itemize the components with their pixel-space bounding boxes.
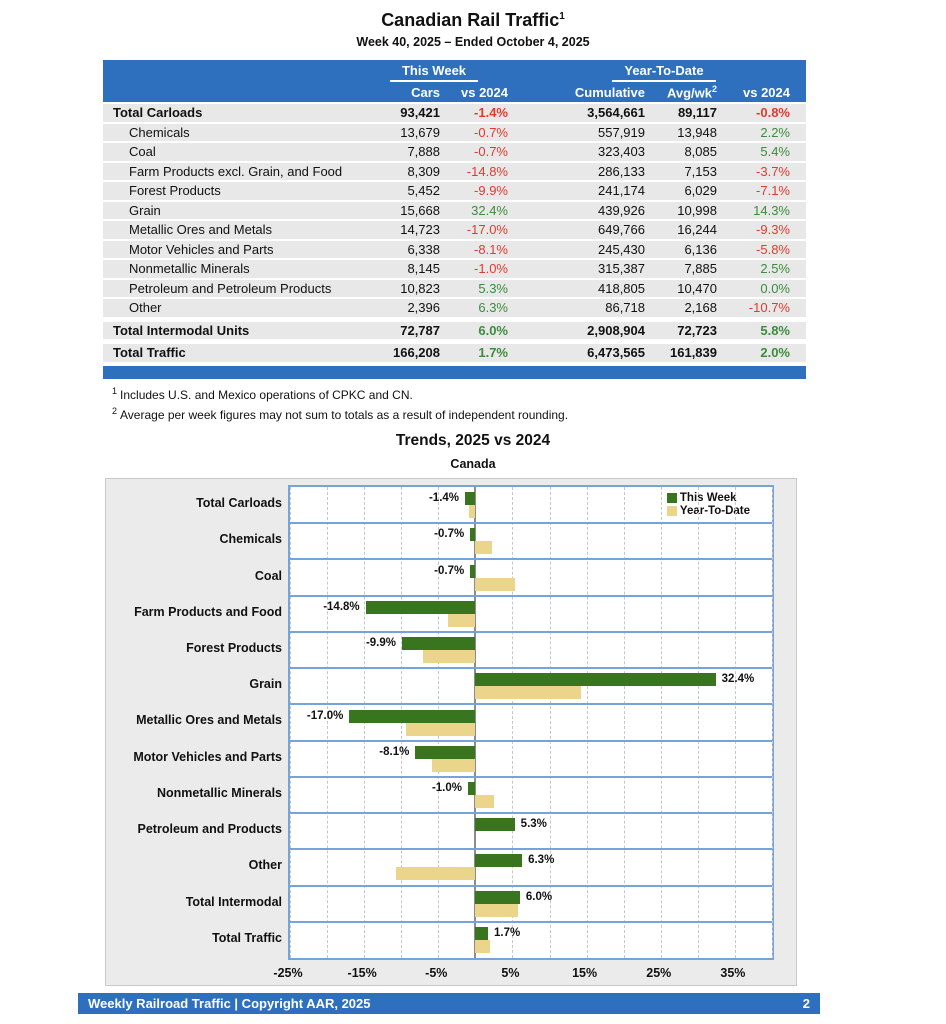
x-axis-tick-label: -15% [347,966,377,980]
cell-vs2024-ytd: -5.8% [756,241,790,257]
bar-value-label: -9.9% [365,637,396,650]
row-separator-line [290,667,772,669]
bar-value-label: -1.4% [428,492,460,505]
cell-cars: 7,888 [407,144,440,160]
bar-this-week [475,818,514,831]
cell-avg-wk: 2,168 [684,300,717,316]
legend-item-this-week: This Week [667,492,750,504]
cell-avg-wk: 6,029 [684,183,717,199]
cell-avg-wk: 7,885 [684,261,717,277]
footnote-1: $^1$ Includes U.S. and Mexico operations of CPKC and CN. [112,386,413,402]
row-label: Coal [129,144,156,160]
chart-category-label: Motor Vehicles and Parts [133,749,282,764]
chart-category-label: Forest Products [186,641,282,656]
bar-this-week [470,565,475,578]
row-label: Grain [129,202,161,218]
table-row [103,202,806,220]
cell-vs2024-week: 1.7% [478,345,508,361]
bar-this-week [349,710,475,723]
cell-vs2024-week: -1.0% [474,261,508,277]
cell-avg-wk: 10,470 [677,280,717,296]
row-separator-line [290,921,772,923]
cell-avg-wk: 6,136 [684,241,717,257]
row-separator-line [290,558,772,560]
bar-value-label: -8.1% [379,745,410,758]
bar-year-to-date [469,505,475,518]
cell-vs2024-ytd: -0.8% [756,105,790,121]
row-label: Metallic Ores and Metals [129,222,273,238]
cell-cars: 2,396 [407,300,440,316]
chart-category-label: Coal [254,568,282,583]
table-header [103,60,806,102]
row-separator-line [290,812,772,814]
legend-swatch-ytd [667,506,677,516]
cell-vs2024-week: 5.3% [478,280,508,296]
cell-cars: 13,679 [400,124,440,140]
table-bottom-bar [103,366,806,379]
row-label: Nonmetallic Minerals [129,261,250,277]
chart-plot [288,485,774,960]
bar-value-label: 1.7% [493,926,521,939]
cell-avg-wk: 89,117 [677,105,717,121]
cell-vs2024-week: -8.1% [474,241,508,257]
bar-year-to-date [406,723,475,736]
cell-cumulative: 2,908,904 [587,322,645,338]
cell-avg-wk: 10,998 [677,202,717,218]
cell-cars: 166,208 [393,345,440,361]
bar-year-to-date [475,541,491,554]
chart-category-label: Total Intermodal [185,894,282,909]
cell-vs2024-ytd: 5.4% [760,144,790,160]
row-label: Chemicals [129,124,190,140]
row-separator-line [290,703,772,705]
bar-year-to-date [475,795,494,808]
cell-avg-wk: 13,948 [677,124,717,140]
cell-vs2024-ytd: -10.7% [748,300,790,316]
cell-cars: 6,338 [407,241,440,257]
chart-category-label: Petroleum and Products [137,822,282,837]
cell-vs2024-ytd: -9.3% [756,222,790,238]
bar-this-week [475,673,715,686]
cell-cars: 14,723 [400,222,440,238]
table-row [103,104,806,122]
table-row [103,182,806,200]
x-axis-tick-label: 5% [501,966,520,980]
footnotes [112,386,568,426]
cell-vs2024-week: -1.4% [474,105,508,121]
bar-year-to-date [423,650,476,663]
bar-this-week [415,746,475,759]
x-axis-tick-label: -25% [273,966,303,980]
x-axis-tick-label: 25% [646,966,672,980]
table-row [103,241,806,259]
group-header-ytd: Year-To-Date [538,63,790,82]
legend-item-ytd: Year-To-Date [667,505,750,517]
cell-vs2024-week: -9.9% [474,183,508,199]
cell-vs2024-ytd: 2.0% [760,345,790,361]
page-footer [78,993,820,1014]
bar-value-label: 6.3% [528,854,555,867]
col-header-vs2024-week: vs 2024 [461,85,508,100]
col-header-cumulative: Cumulative [574,85,645,100]
row-label: Forest Products [129,183,221,199]
cell-cars: 93,421 [400,105,440,121]
bar-this-week [468,782,475,795]
chart-category-label: Farm Products and Food [134,604,282,619]
bar-year-to-date [475,940,490,953]
chart-category-label: Chemicals [219,532,282,547]
col-header-avg-wk: Avg/$wk^2$ [666,83,717,100]
chart-legend [667,492,750,518]
cell-cumulative: 286,133 [598,163,645,179]
cell-cumulative: 649,766 [598,222,645,238]
bar-value-label: 6.0% [525,890,553,903]
row-label: Petroleum and Petroleum Products [129,280,332,296]
cell-vs2024-week: -14.8% [466,163,508,179]
x-axis-tick-label: 35% [720,966,746,980]
cell-vs2024-week: 6.3% [478,300,508,316]
bar-value-label: -0.7% [434,528,465,541]
row-label: Total Carloads [113,105,203,121]
bar-year-to-date [475,578,515,591]
traffic-table [103,60,806,379]
cell-vs2024-week: 6.0% [478,322,508,338]
cell-cars: 10,823 [400,280,440,296]
legend-swatch-this-week [667,493,677,503]
bar-this-week [470,528,475,541]
cell-avg-wk: 7,153 [684,163,717,179]
cell-vs2024-ytd: -7.1% [756,183,790,199]
chart-x-axis [273,966,774,984]
footer-text: Weekly Railroad Traffic | Copyright AAR, 2025 [88,996,371,1011]
bar-this-week [465,492,475,505]
cell-vs2024-week: -17.0% [466,222,508,238]
cell-cars: 8,309 [407,163,440,179]
cell-cumulative: 86,718 [605,300,645,316]
gridline [772,487,773,958]
cell-cumulative: 315,387 [598,261,645,277]
chart-category-label: Nonmetallic Minerals [156,785,282,800]
cell-vs2024-week: 32.4% [471,202,508,218]
bar-year-to-date [475,904,518,917]
chart-category-labels [106,485,282,960]
bar-this-week [366,601,476,614]
cell-avg-wk: 161,839 [670,345,717,361]
table-row [103,299,806,317]
col-header-vs2024-ytd: vs 2024 [743,85,790,100]
bar-value-label: -1.0% [431,781,462,794]
table-row [103,322,806,340]
page-subtitle: Week 40, 2025 – Ended October 4, 2025 [356,35,590,49]
cell-cars: 15,668 [400,202,440,218]
cell-cumulative: 245,430 [598,241,645,257]
chart-category-label: Total Traffic [212,930,282,945]
row-label: Other [129,300,162,316]
cell-vs2024-ytd: 2.2% [760,124,790,140]
cell-cumulative: 323,403 [598,144,645,160]
row-label: Total Traffic [113,345,186,361]
cell-vs2024-ytd: 5.8% [760,322,790,338]
bar-value-label: -14.8% [323,600,360,613]
cell-vs2024-ytd: 2.5% [760,261,790,277]
chart-category-label: Other [248,858,282,873]
chart-category-label: Metallic Ores and Metals [136,713,282,728]
bar-this-week [475,891,519,904]
cell-vs2024-ytd: -3.7% [756,163,790,179]
bar-year-to-date [432,759,475,772]
cell-avg-wk: 72,723 [677,322,717,338]
row-separator-line [290,776,772,778]
trends-chart [105,478,797,986]
cell-cumulative: 439,926 [598,202,645,218]
cell-vs2024-week: -0.7% [474,124,508,140]
x-axis-tick-label: -5% [425,966,448,980]
row-label: Total Intermodal Units [113,322,250,338]
chart-title: Trends, 2025 vs 2024 [395,432,551,449]
row-separator-line [290,848,772,850]
cell-cumulative: 418,805 [598,280,645,296]
bar-value-label: 32.4% [721,673,755,686]
bar-year-to-date [396,867,475,880]
chart-category-label: Grain [249,677,282,692]
page-title: Canadian Rail Traffic$^1$ [381,10,565,30]
row-separator-line [290,522,772,524]
page-number: 2 [802,996,810,1011]
cell-cumulative: 3,564,661 [587,105,645,121]
cell-cars: 5,452 [407,183,440,199]
cell-avg-wk: 8,085 [684,144,717,160]
table-row [103,260,806,278]
table-row [103,344,806,362]
group-header-this-week: This Week [360,63,508,82]
row-separator-line [290,595,772,597]
bar-year-to-date [475,686,581,699]
row-label: Farm Products excl. Grain, and Food [129,163,343,179]
footnote-2: $^2$ Average per week figures may not sum to totals as a result of independent rounding. [112,406,569,422]
table-row [103,280,806,298]
row-label: Motor Vehicles and Parts [129,241,274,257]
cell-vs2024-ytd: 14.3% [753,202,790,218]
bar-this-week [475,927,488,940]
title-footnote-marker: 1 [559,11,565,22]
table-row [103,124,806,142]
bar-value-label: 5.3% [520,818,547,831]
cell-cumulative: 557,919 [598,124,645,140]
col-header-cars: Cars [411,85,440,100]
bar-value-label: -17.0% [306,709,344,722]
cell-vs2024-ytd: 0.0% [760,280,790,296]
chart-subtitle: Canada [450,457,496,471]
bar-this-week [475,854,522,867]
table-row [103,143,806,161]
row-separator-line [290,631,772,633]
table-body [103,104,806,362]
bar-year-to-date [448,614,475,627]
cell-cumulative: 241,174 [598,183,645,199]
cell-avg-wk: 16,244 [677,222,717,238]
x-axis-tick-label: 15% [572,966,598,980]
row-separator-line [290,740,772,742]
cell-vs2024-week: -0.7% [474,144,508,160]
bar-this-week [402,637,475,650]
cell-cars: 8,145 [407,261,440,277]
chart-category-label: Total Carloads [196,496,282,511]
cell-cars: 72,787 [400,322,440,338]
row-separator-line [290,885,772,887]
bar-value-label: -0.7% [434,564,465,577]
table-row [103,163,806,181]
table-row [103,221,806,239]
cell-cumulative: 6,473,565 [587,345,645,361]
